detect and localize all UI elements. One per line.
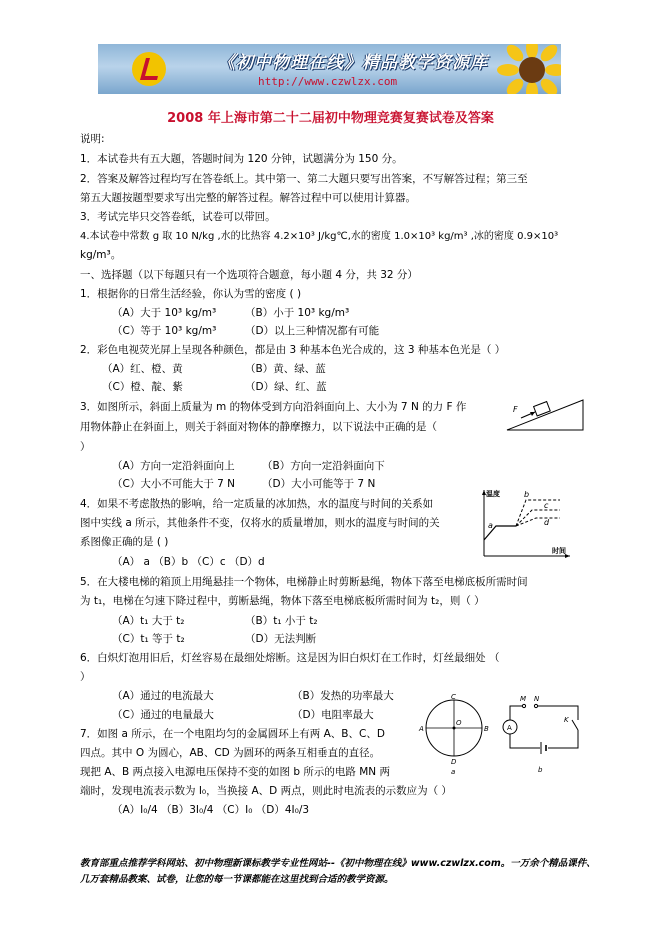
q4-line-1: 4．如果不考虑散热的影响，给一定质量的冰加热，水的温度与时间的关系如: [80, 498, 434, 510]
circuit-caption-b: b: [538, 766, 543, 774]
q6-option-d: （D）电阻率最大: [292, 709, 374, 721]
banner-url[interactable]: http://www.czwlzx.com: [258, 75, 398, 88]
circuit-figure-b: [494, 694, 586, 776]
intro-line-2a: 2．答案及解答过程均写在答卷纸上。其中第一、第二大题只要写出答案，不写解答过程；第三至: [80, 173, 528, 185]
q3-option-c: （C）大小不可能大于 7 N: [112, 478, 236, 490]
switch-label-k: K: [564, 716, 569, 724]
ring-label-d: D: [451, 758, 457, 766]
site-banner: [98, 44, 561, 94]
q1-option-a: （A）大于 10³ kg/m³: [112, 307, 217, 319]
document-title: 2008 年上海市第二十二届初中物理竞赛复赛试卷及答案: [167, 111, 494, 126]
ring-caption-a: a: [451, 768, 456, 776]
graph-curve-b: b: [524, 490, 530, 499]
ring-label-b: B: [484, 725, 489, 733]
q5-option-b: （B）t₁ 小于 t₂: [245, 615, 318, 627]
site-logo-icon: [130, 50, 168, 88]
q4-options: （A） a （B）b （C）c （D）d: [112, 556, 265, 568]
q1-option-d: （D）以上三种情况都有可能: [245, 325, 380, 337]
q5-option-c: （C）t₁ 等于 t₂: [112, 633, 185, 645]
q3-option-a: （A）方向一定沿斜面向上: [112, 460, 235, 472]
q2-option-d: （D）绿、红、蓝: [245, 381, 327, 393]
q5-line-2: 为 t₁，电梯在匀速下降过程中，剪断悬绳，物体下落至电梯底板所需时间为 t₂，则（ ）: [80, 595, 485, 607]
q3-option-d: （D）大小可能等于 7 N: [262, 478, 376, 490]
ring-figure-a: [418, 694, 490, 776]
sunflower-icon: [497, 44, 561, 94]
q6-line-1: 6．白炽灯泡用旧后，灯丝容易在最细处熔断。这是因为旧白炽灯在工作时，灯丝最细处 （: [80, 652, 500, 664]
ammeter-icon: A: [507, 724, 512, 732]
graph-curve-a: a: [488, 521, 493, 530]
graph-y-label: 温度: [486, 490, 500, 498]
q1-option-b: （B）小于 10³ kg/m³: [245, 307, 350, 319]
q5-line-1: 5．在大楼电梯的箱顶上用绳悬挂一个物体，电梯静止时剪断悬绳，物体下落至电梯底板所需时间: [80, 576, 528, 588]
section-heading: 一、选择题（以下每题只有一个选项符合题意，每小题 4 分，共 32 分）: [80, 269, 418, 281]
q2-option-b: （B）黄、绿、蓝: [245, 363, 326, 375]
q6-option-c: （C）通过的电量最大: [112, 709, 214, 721]
q2-option-a: （A）红、橙、黄: [102, 363, 183, 375]
q3-option-b: （B）方向一定沿斜面向下: [262, 460, 385, 472]
temperature-time-graph: [474, 486, 574, 564]
graph-curve-d: d: [544, 518, 550, 527]
incline-figure: [505, 396, 585, 432]
banner-title: 《初中物理在线》精品教学资源库: [218, 53, 488, 73]
ring-label-a: A: [419, 725, 424, 733]
q7-options: （A）I₀/4 （B）3I₀/4 （C）I₀ （D）4I₀/3: [112, 804, 310, 816]
incline-force-label: F: [513, 405, 518, 414]
q3-line-3: ）: [80, 441, 91, 453]
q1-option-c: （C）等于 10³ kg/m³: [112, 325, 217, 337]
graph-x-label: 时间: [552, 547, 566, 555]
q7-line-1: 7．如图 a 所示，在一个电阻均匀的金属圆环上有两 A、B、C、D: [80, 728, 385, 740]
q5-option-d: （D）无法判断: [245, 633, 317, 645]
q3-line-2: 用物体静止在斜面上，则关于斜面对物体的静摩擦力，以下说法中正确的是（: [80, 421, 437, 433]
q7-line-2: 四点。其中 O 为圆心，AB、CD 为圆环的两条互相垂直的直径。: [80, 747, 381, 759]
q4-line-3: 系图像正确的是 ( ): [80, 536, 169, 548]
q4-line-2: 图中实线 a 所示，其他条件不变，仅将水的质量增加，则水的温度与时间的关: [80, 517, 440, 529]
q5-option-a: （A）t₁ 大于 t₂: [112, 615, 185, 627]
intro-line-4b: kg/m³。: [80, 249, 122, 261]
intro-line-2b: 第五大题按题型要求写出完整的解答过程。解答过程中可以使用计算器。: [80, 192, 416, 204]
q1-stem: 1．根据你的日常生活经验，你认为雪的密度 ( ): [80, 288, 302, 300]
intro-line-3: 3．考试完毕只交答卷纸，试卷可以带回。: [80, 211, 276, 223]
ring-label-o: O: [456, 719, 462, 727]
q2-stem: 2．彩色电视荧光屏上呈现各种颜色，都是由 3 种基本色光合成的，这 3 种基本色光是（ ）: [80, 344, 506, 356]
q7-line-4: 端时，发现电流表示数为 I₀，当换接 A、D 两点，则此时电流表的示数应为（ ）: [80, 785, 452, 797]
q6-line-2: ）: [80, 671, 91, 683]
q3-line-1: 3．如图所示，斜面上质量为 m 的物体受到方向沿斜面向上、大小为 7 N 的力 F 作: [80, 401, 467, 413]
q6-option-b: （B）发热的功率最大: [292, 690, 394, 702]
q2-option-c: （C）橙、靛、紫: [102, 381, 183, 393]
graph-curve-c: c: [544, 501, 549, 510]
intro-line-4a: 4.本试卷中常数 g 取 10 N/kg ,水的比热容 4.2×10³ J/kg℃,水的密度 1.0×10³ kg/m³ ,冰的密度 0.9×10³: [80, 231, 559, 242]
ring-label-c: C: [451, 694, 456, 701]
circuit-label-m: M: [520, 695, 527, 703]
footer-note: 教育部重点推荐学科网站、初中物理新课标教学专业性网站--《初中物理在线》www.czwlzx.com。一万余个精品课件、几万套精品教案、试卷，让您的每一节课都能在这里找到合适的教学资源。: [80, 858, 596, 885]
intro-line-1: 1．本试卷共有五大题，答题时间为 120 分钟，试题满分为 150 分。: [80, 153, 403, 165]
q7-line-3: 现把 A、B 两点接入电源电压保持不变的如图 b 所示的电路 MN 两: [80, 766, 390, 778]
q6-option-a: （A）通过的电流最大: [112, 690, 214, 702]
intro-heading: 说明:: [80, 133, 105, 145]
circuit-label-n: N: [534, 695, 540, 703]
